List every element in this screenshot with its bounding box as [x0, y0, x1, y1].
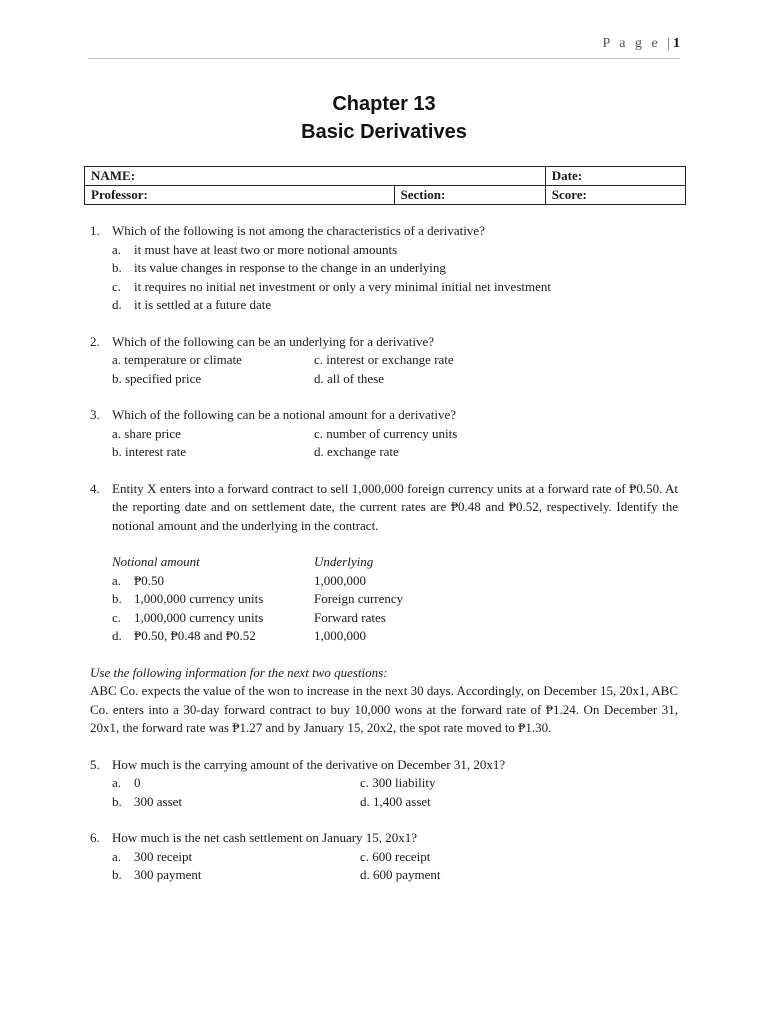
question-text: Which of the following can be a notional amount for a derivative? [112, 407, 457, 422]
question-number: 4. [90, 480, 100, 496]
professor-cell: Professor: [85, 186, 395, 205]
question-text: Which of the following is not among the characteristics of a derivative? [112, 223, 485, 238]
options-grid [112, 425, 678, 462]
info-paragraph: ABC Co. expects the value of the won to increase in the next 30 days. Accordingly, on December 15, 20x1, ABC Co. enters into a 30-day forward contract to buy 10,000 wons at the forward rate of ₱1.24. On December 31, 20x1, the forward rate was ₱1.27 and by January 15, 20x2, the spot rate moved to ₱1.30. [90, 683, 679, 735]
option-b-notional: b. 1,000,000 currency units [112, 591, 264, 606]
question-3 [90, 406, 678, 462]
option-b: b. 300 payment [112, 867, 202, 882]
option-a-underlying: 1,000,000 [314, 572, 366, 588]
shared-info-block [90, 664, 678, 738]
question-text: How much is the carrying amount of the derivative on December 31, 20x1? [112, 756, 506, 772]
option-c: c. 600 receipt [360, 848, 431, 864]
options-grid [112, 848, 678, 885]
option-a: a. temperature or climate [112, 352, 242, 367]
option-d: d. exchange rate [314, 444, 399, 459]
question-number: 3. [90, 407, 100, 422]
question-5 [90, 756, 678, 812]
question-number: 2. [90, 333, 100, 349]
question-list [90, 222, 678, 903]
option-c: c. number of currency units [314, 425, 458, 441]
name-cell: NAME: [85, 167, 546, 186]
question-number: 5. [90, 756, 100, 772]
option-d: d. all of these [314, 370, 385, 386]
page-header [88, 36, 680, 52]
option-a: a. 0 [112, 775, 141, 790]
options-grid [112, 774, 678, 811]
option-d: d. 1,400 asset [360, 793, 431, 809]
question-number: 6. [90, 830, 100, 845]
option-a: a. it must have at least two or more notional amounts [112, 241, 398, 257]
option-c: c. interest or exchange rate [314, 352, 454, 367]
chapter-title: Chapter 13 [332, 93, 436, 115]
score-cell: Score: [545, 186, 685, 205]
option-a: a. 300 receipt [112, 848, 193, 864]
option-c-underlying: Forward rates [314, 609, 386, 625]
header-divider [88, 58, 680, 59]
section-cell: Section: [394, 186, 545, 205]
option-c-notional: c. 1,000,000 currency units [112, 609, 264, 625]
chapter-subtitle: Basic Derivatives [301, 121, 467, 143]
question-number: 1. [90, 223, 100, 238]
option-d: d. 600 payment [360, 867, 441, 882]
question-text: How much is the net cash settlement on January 15, 20x1? [112, 830, 418, 845]
options-grid [112, 351, 678, 388]
option-a-notional: a. ₱0.50 [112, 572, 164, 588]
option-b: b. specified price [112, 370, 202, 386]
question-text: Which of the following can be an underlying for a derivative? [112, 333, 434, 349]
option-b: b. its value changes in response to the change in an underlying [112, 260, 446, 275]
option-c: c. 300 liability [360, 775, 436, 790]
option-b-underlying: Foreign currency [314, 591, 404, 606]
question-2 [90, 333, 678, 389]
page-number: 1 [673, 36, 680, 51]
column-header-notional: Notional amount [112, 554, 200, 569]
option-d-underlying: 1,000,000 [314, 628, 366, 643]
answer-table [112, 553, 678, 646]
column-header-underlying: Underlying [314, 554, 374, 569]
option-b: b. 300 asset [112, 793, 183, 809]
option-b: b. interest rate [112, 444, 186, 459]
date-cell: Date: [545, 167, 685, 186]
option-a: a. share price [112, 425, 181, 441]
info-intro: Use the following information for the next two questions: [90, 664, 388, 680]
page-label: P a g e | [602, 36, 673, 51]
question-text: Entity X enters into a forward contract to sell 1,000,000 foreign currency units at a forward rate of ₱0.50. At the reporting date and on settlement date, the current rates are ₱0.48 and ₱0.52, respectively. Identify the notional amount and the underlying in the contract. [112, 480, 678, 533]
option-d: d. it is settled at a future date [112, 297, 272, 312]
question-1 [90, 222, 678, 315]
option-d-notional: d. ₱0.50, ₱0.48 and ₱0.52 [112, 628, 256, 643]
student-info-table [84, 166, 686, 205]
question-6 [90, 829, 678, 885]
option-c: c. it requires no initial net investment or only a very minimal initial net investment [112, 278, 551, 294]
question-4 [90, 480, 678, 646]
